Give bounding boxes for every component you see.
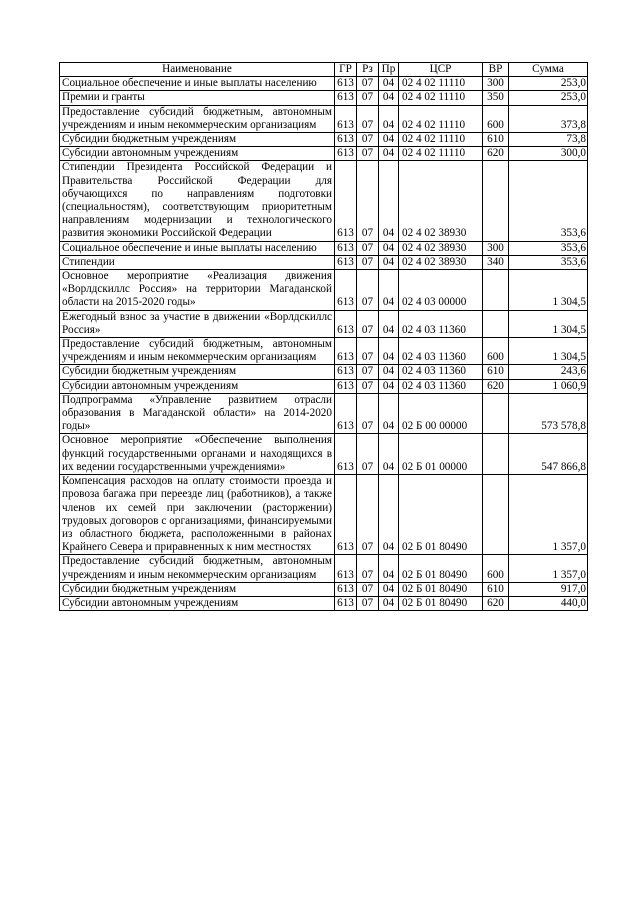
table-row [60, 255, 588, 269]
cell-pr: 04 [379, 105, 399, 132]
cell-pr: 04 [379, 255, 399, 269]
cell-gr: 613 [335, 596, 357, 610]
cell-rz: 07 [357, 91, 379, 105]
cell-csr: 02 4 02 11110 [399, 77, 483, 91]
table-row [60, 147, 588, 161]
cell-vr: 340 [483, 255, 509, 269]
table-row [60, 434, 588, 475]
cell-sum: 1 304,5 [509, 270, 588, 311]
cell-name: Компенсация расходов на оплату стоимости проезда и провоза багажа при переезде лиц (работников), а также членов их семей при заключении (расторжении) трудовых договоров с организациями, финансируемыми из областного бюджета, расположенными в районах Крайнего Севера и приравненных к ним местностях [60, 475, 335, 555]
cell-gr: 613 [335, 365, 357, 379]
table-row [60, 133, 588, 147]
cell-csr: 02 Б 01 80490 [399, 596, 483, 610]
cell-pr: 04 [379, 379, 399, 393]
cell-sum: 440,0 [509, 596, 588, 610]
table-row [60, 555, 588, 582]
cell-vr [483, 310, 509, 337]
cell-sum: 1 304,5 [509, 338, 588, 365]
cell-csr: 02 4 02 11110 [399, 147, 483, 161]
cell-csr: 02 4 03 11360 [399, 379, 483, 393]
cell-rz: 07 [357, 393, 379, 434]
cell-name: Ежегодный взнос за участие в движении «Ворлдскиллс Россия» [60, 310, 335, 337]
cell-vr [483, 393, 509, 434]
table-row [60, 105, 588, 132]
cell-vr: 300 [483, 241, 509, 255]
cell-gr: 613 [335, 582, 357, 596]
cell-csr: 02 Б 01 80490 [399, 475, 483, 555]
cell-pr: 04 [379, 365, 399, 379]
cell-sum: 253,0 [509, 77, 588, 91]
cell-csr: 02 4 02 38930 [399, 161, 483, 241]
cell-name: Основное мероприятие «Реализация движения «Ворлдскиллс Россия» на территории Магаданской области на 2015-2020 годы» [60, 270, 335, 311]
cell-pr: 04 [379, 338, 399, 365]
header-pr: Пр [379, 63, 399, 77]
cell-gr: 613 [335, 77, 357, 91]
cell-sum: 547 866,8 [509, 434, 588, 475]
cell-vr: 620 [483, 147, 509, 161]
cell-name: Предоставление субсидий бюджетным, автономным учреждениям и иным некоммерческим организациям [60, 555, 335, 582]
cell-vr: 350 [483, 91, 509, 105]
cell-pr: 04 [379, 596, 399, 610]
table-row [60, 338, 588, 365]
cell-vr: 620 [483, 596, 509, 610]
cell-pr: 04 [379, 310, 399, 337]
cell-sum: 353,6 [509, 161, 588, 241]
header-row [60, 63, 588, 77]
cell-rz: 07 [357, 475, 379, 555]
cell-vr: 600 [483, 555, 509, 582]
table-body [60, 77, 588, 611]
cell-vr: 620 [483, 379, 509, 393]
cell-csr: 02 4 02 38930 [399, 255, 483, 269]
cell-sum: 1 357,0 [509, 475, 588, 555]
header-rz: Рз [357, 63, 379, 77]
cell-name: Подпрограмма «Управление развитием отрасли образования в Магаданской области» на 2014-2020 годы» [60, 393, 335, 434]
cell-csr: 02 4 02 38930 [399, 241, 483, 255]
table-row [60, 310, 588, 337]
cell-vr: 610 [483, 133, 509, 147]
cell-rz: 07 [357, 582, 379, 596]
table-row [60, 582, 588, 596]
cell-name: Субсидии бюджетным учреждениям [60, 365, 335, 379]
table-header [60, 63, 588, 77]
cell-vr: 610 [483, 365, 509, 379]
table-row [60, 270, 588, 311]
cell-rz: 07 [357, 147, 379, 161]
cell-pr: 04 [379, 241, 399, 255]
cell-pr: 04 [379, 393, 399, 434]
cell-gr: 613 [335, 338, 357, 365]
cell-vr: 600 [483, 338, 509, 365]
cell-rz: 07 [357, 379, 379, 393]
cell-rz: 07 [357, 555, 379, 582]
cell-gr: 613 [335, 555, 357, 582]
cell-vr [483, 434, 509, 475]
cell-sum: 353,6 [509, 255, 588, 269]
header-csr: ЦСР [399, 63, 483, 77]
table-row [60, 475, 588, 555]
cell-name: Субсидии бюджетным учреждениям [60, 582, 335, 596]
cell-sum: 1 304,5 [509, 310, 588, 337]
cell-name: Социальное обеспечение и иные выплаты населению [60, 241, 335, 255]
cell-rz: 07 [357, 133, 379, 147]
cell-sum: 1 357,0 [509, 555, 588, 582]
cell-rz: 07 [357, 241, 379, 255]
cell-vr [483, 161, 509, 241]
cell-gr: 613 [335, 133, 357, 147]
header-name: Наименование [60, 63, 335, 77]
cell-rz: 07 [357, 310, 379, 337]
cell-gr: 613 [335, 270, 357, 311]
cell-rz: 07 [357, 161, 379, 241]
cell-sum: 573 578,8 [509, 393, 588, 434]
cell-name: Предоставление субсидий бюджетным, автономным учреждениям и иным некоммерческим организациям [60, 105, 335, 132]
cell-gr: 613 [335, 434, 357, 475]
table-row [60, 77, 588, 91]
cell-pr: 04 [379, 582, 399, 596]
cell-gr: 613 [335, 105, 357, 132]
cell-sum: 300,0 [509, 147, 588, 161]
cell-gr: 613 [335, 255, 357, 269]
cell-sum: 243,6 [509, 365, 588, 379]
cell-gr: 613 [335, 147, 357, 161]
table-row [60, 393, 588, 434]
cell-csr: 02 4 02 11110 [399, 91, 483, 105]
cell-csr: 02 Б 01 80490 [399, 582, 483, 596]
cell-gr: 613 [335, 310, 357, 337]
cell-vr [483, 270, 509, 311]
cell-name: Стипендии Президента Российской Федерации и Правительства Российской Федерации для обучающихся по направлениям подготовки (специальностям), соответствующим приоритетным направлениям модернизации и технологического развития экономики Российской Федерации [60, 161, 335, 241]
table-row [60, 365, 588, 379]
header-sum: Сумма [509, 63, 588, 77]
cell-rz: 07 [357, 596, 379, 610]
cell-rz: 07 [357, 77, 379, 91]
cell-sum: 73,8 [509, 133, 588, 147]
cell-sum: 1 060,9 [509, 379, 588, 393]
cell-gr: 613 [335, 379, 357, 393]
cell-rz: 07 [357, 270, 379, 311]
cell-csr: 02 4 03 00000 [399, 270, 483, 311]
cell-name: Субсидии автономным учреждениям [60, 147, 335, 161]
cell-csr: 02 Б 00 00000 [399, 393, 483, 434]
cell-pr: 04 [379, 555, 399, 582]
cell-csr: 02 Б 01 00000 [399, 434, 483, 475]
cell-pr: 04 [379, 161, 399, 241]
cell-csr: 02 4 03 11360 [399, 310, 483, 337]
cell-gr: 613 [335, 91, 357, 105]
cell-vr: 300 [483, 77, 509, 91]
cell-gr: 613 [335, 241, 357, 255]
cell-rz: 07 [357, 105, 379, 132]
cell-csr: 02 Б 01 80490 [399, 555, 483, 582]
cell-name: Субсидии автономным учреждениям [60, 596, 335, 610]
cell-sum: 373,8 [509, 105, 588, 132]
cell-pr: 04 [379, 270, 399, 311]
cell-name: Премии и гранты [60, 91, 335, 105]
cell-pr: 04 [379, 147, 399, 161]
cell-gr: 613 [335, 393, 357, 434]
cell-name: Субсидии автономным учреждениям [60, 379, 335, 393]
cell-gr: 613 [335, 475, 357, 555]
cell-name: Субсидии бюджетным учреждениям [60, 133, 335, 147]
cell-csr: 02 4 02 11110 [399, 133, 483, 147]
cell-rz: 07 [357, 434, 379, 475]
cell-name: Основное мероприятие «Обеспечение выполнения функций государственными органами и находящихся в их ведении государственными учреждениями» [60, 434, 335, 475]
table-row [60, 161, 588, 241]
cell-pr: 04 [379, 434, 399, 475]
cell-rz: 07 [357, 338, 379, 365]
cell-name: Предоставление субсидий бюджетным, автономным учреждениям и иным некоммерческим организациям [60, 338, 335, 365]
cell-sum: 253,0 [509, 91, 588, 105]
table-row [60, 379, 588, 393]
cell-csr: 02 4 02 11110 [399, 105, 483, 132]
cell-sum: 353,6 [509, 241, 588, 255]
budget-table [59, 62, 588, 611]
cell-pr: 04 [379, 91, 399, 105]
cell-csr: 02 4 03 11360 [399, 338, 483, 365]
cell-name: Стипендии [60, 255, 335, 269]
cell-vr: 600 [483, 105, 509, 132]
table-row [60, 91, 588, 105]
table-row [60, 241, 588, 255]
cell-sum: 917,0 [509, 582, 588, 596]
cell-pr: 04 [379, 133, 399, 147]
cell-rz: 07 [357, 255, 379, 269]
cell-pr: 04 [379, 475, 399, 555]
cell-name: Социальное обеспечение и иные выплаты населению [60, 77, 335, 91]
table-row [60, 596, 588, 610]
header-gr: ГР [335, 63, 357, 77]
cell-gr: 613 [335, 161, 357, 241]
cell-pr: 04 [379, 77, 399, 91]
cell-vr [483, 475, 509, 555]
cell-vr: 610 [483, 582, 509, 596]
cell-csr: 02 4 03 11360 [399, 365, 483, 379]
header-vr: ВР [483, 63, 509, 77]
cell-rz: 07 [357, 365, 379, 379]
